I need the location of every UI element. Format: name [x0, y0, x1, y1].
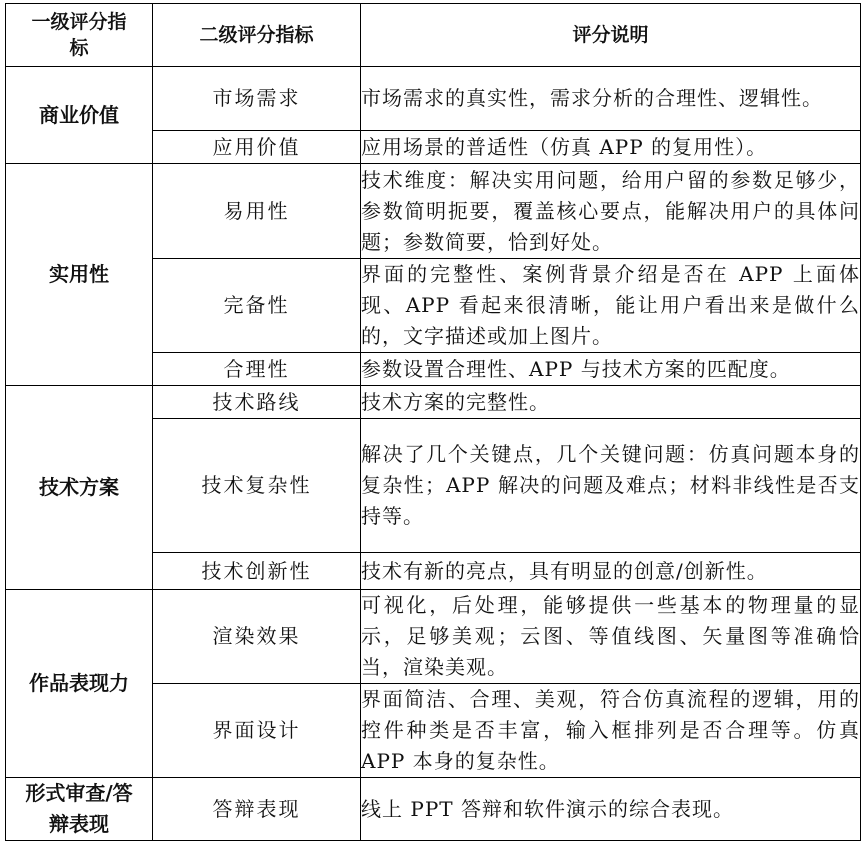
level2-cell: 应用价值: [153, 131, 361, 164]
table-row: [6, 590, 861, 684]
level2-cell: 技术创新性: [153, 553, 361, 590]
level2-cell: 渲染效果: [153, 590, 361, 684]
header-level2: 二级评分指标: [153, 4, 361, 67]
level1-cell: 作品表现力: [6, 590, 153, 778]
table-row: [6, 67, 861, 131]
description-cell: 技术方案的完整性。: [361, 386, 861, 419]
level2-cell: 合理性: [153, 353, 361, 386]
level1-cell: 技术方案: [6, 386, 153, 590]
level1-cell: 商业价值: [6, 67, 153, 164]
level2-cell: 技术路线: [153, 386, 361, 419]
description-cell: 参数设置合理性、APP 与技术方案的匹配度。: [361, 353, 861, 386]
level2-cell: 技术复杂性: [153, 419, 361, 553]
document-page: [5, 3, 860, 836]
description-cell: 技术有新的亮点，具有明显的创意/创新性。: [361, 553, 861, 590]
level1-cell: 实用性: [6, 164, 153, 386]
level2-cell: 完备性: [153, 259, 361, 353]
table-row: [6, 164, 861, 259]
level2-cell: 答辩表现: [153, 778, 361, 841]
description-cell: 线上 PPT 答辩和软件演示的综合表现。: [361, 778, 861, 841]
level1-cell: 形式审查/答辩表现: [6, 778, 153, 841]
description-cell: 技术维度：解决实用问题，给用户留的参数足够少，参数简明扼要，覆盖核心要点，能解决用户的具体问题；参数简要，恰到好处。: [361, 164, 861, 259]
scoring-criteria-table: [5, 3, 861, 841]
table-row: [6, 778, 861, 841]
description-cell: 界面简洁、合理、美观，符合仿真流程的逻辑，用的控件种类是否丰富，输入框排列是否合理等。仿真 APP 本身的复杂性。: [361, 684, 861, 778]
description-cell: 应用场景的普适性（仿真 APP 的复用性）。: [361, 131, 861, 164]
header-level1: 一级评分指标: [6, 4, 153, 67]
description-cell: 解决了几个关键点，几个关键问题：仿真问题本身的复杂性；APP 解决的问题及难点；材料非线性是否支持等。: [361, 419, 861, 553]
level2-cell: 易用性: [153, 164, 361, 259]
table-row: [6, 386, 861, 419]
header-row: [6, 4, 861, 67]
description-cell: 可视化，后处理，能够提供一些基本的物理量的显示，足够美观；云图、等值线图、矢量图等准确恰当，渲染美观。: [361, 590, 861, 684]
description-cell: 界面的完整性、案例背景介绍是否在 APP 上面体现、APP 看起来很清晰，能让用户看出来是做什么的，文字描述或加上图片。: [361, 259, 861, 353]
level2-cell: 界面设计: [153, 684, 361, 778]
description-cell: 市场需求的真实性，需求分析的合理性、逻辑性。: [361, 67, 861, 131]
header-description: 评分说明: [361, 4, 861, 67]
level2-cell: 市场需求: [153, 67, 361, 131]
